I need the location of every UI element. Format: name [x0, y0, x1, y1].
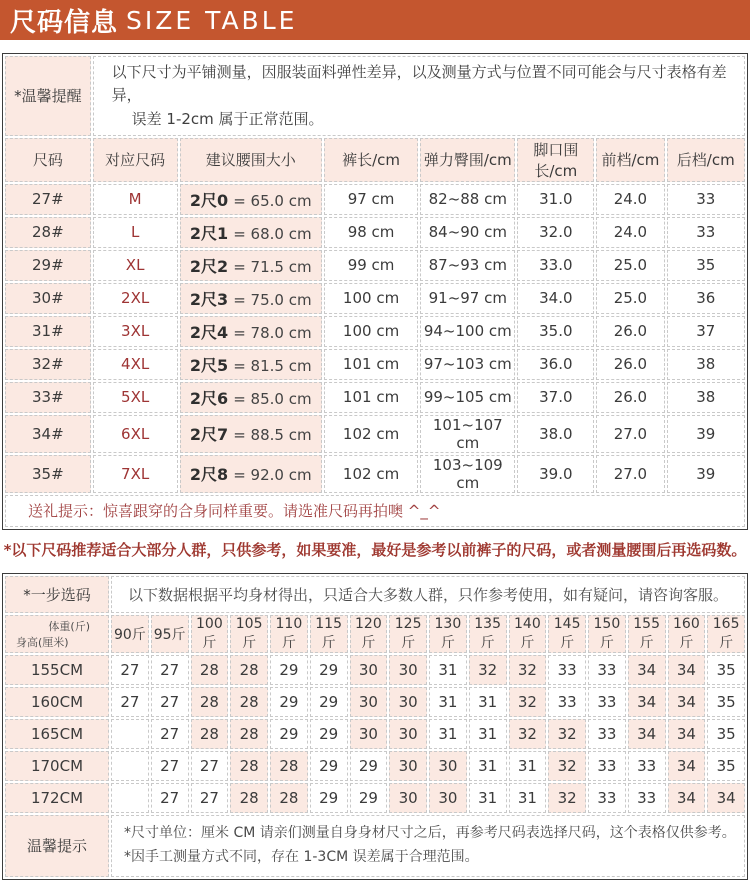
size-value-cell: 29: [270, 687, 308, 717]
waist-cell: 2尺8 = 92.0 cm: [180, 455, 322, 493]
table-row: [5, 283, 745, 314]
corresponding-size-cell: L: [93, 217, 178, 248]
size-value-cell: 31: [509, 783, 547, 813]
size-value-cell: 29: [310, 655, 348, 685]
reminder-row: [5, 56, 745, 136]
table-row: [5, 349, 745, 380]
size-value-cell: 34: [628, 655, 666, 685]
front-rise-cell: 27.0: [596, 415, 664, 453]
col-header-hip: 弹力臀围/cm: [420, 138, 515, 182]
corresponding-size-cell: 2XL: [93, 283, 178, 314]
height-cell: 155CM: [5, 655, 109, 685]
weight-header: 140斤: [509, 615, 547, 653]
pants-length-cell: 98 cm: [324, 217, 418, 248]
table-row: [5, 250, 745, 281]
size-value-cell: 30: [429, 751, 467, 781]
size-value-cell: 35: [707, 655, 745, 685]
col-header-waist: 建议腰围大小: [180, 138, 322, 182]
pants-length-cell: 99 cm: [324, 250, 418, 281]
weight-header: 130斤: [429, 615, 467, 653]
weight-header: 165斤: [707, 615, 745, 653]
size-value-cell: 31: [509, 751, 547, 781]
hip-cell: 91~97 cm: [420, 283, 515, 314]
front-rise-cell: 26.0: [596, 382, 664, 413]
corresponding-size-cell: 7XL: [93, 455, 178, 493]
pants-length-cell: 101 cm: [324, 382, 418, 413]
size-cell: 30#: [5, 283, 91, 314]
size-value-cell: 27: [151, 719, 189, 749]
size-value-cell: 33: [548, 655, 586, 685]
size-value-cell: 27: [151, 751, 189, 781]
table-row: [5, 415, 745, 453]
col-header-pants-length: 裤长/cm: [324, 138, 418, 182]
size-value-cell: [111, 783, 149, 813]
col-header-corresponding-size: 对应尺码: [93, 138, 178, 182]
header-row: [5, 138, 745, 182]
size-value-cell: 30: [389, 655, 427, 685]
size-value-cell: 34: [668, 783, 706, 813]
size-value-cell: 29: [350, 783, 388, 813]
weight-header-row: [5, 615, 745, 653]
size-value-cell: [111, 719, 149, 749]
front-rise-cell: 26.0: [596, 316, 664, 347]
tip-text: *尺寸单位：厘米 CM 请亲们测量自身身材尺寸之后，再参考尺码表选择尺码，这个表格仅供参考。 *因手工测量方式不同，存在 1-3CM 误差属于合理范围。: [111, 815, 745, 877]
size-value-cell: 34: [668, 751, 706, 781]
size-value-cell: 35: [707, 687, 745, 717]
height-weight-table: [2, 573, 748, 880]
waist-cell: 2尺6 = 85.0 cm: [180, 382, 322, 413]
weight-header: 115斤: [310, 615, 348, 653]
size-value-cell: 32: [548, 783, 586, 813]
col-header-front-rise: 前档/cm: [596, 138, 664, 182]
size-cell: 29#: [5, 250, 91, 281]
size-value-cell: 30: [350, 719, 388, 749]
cuff-cell: 38.0: [517, 415, 594, 453]
tip-row: [5, 815, 745, 877]
corresponding-size-cell: 3XL: [93, 316, 178, 347]
size-value-cell: 32: [509, 655, 547, 685]
hip-cell: 101~107 cm: [420, 415, 515, 453]
size-value-cell: 31: [429, 719, 467, 749]
size-value-cell: 28: [270, 751, 308, 781]
weight-header: 155斤: [628, 615, 666, 653]
size-value-cell: [111, 751, 149, 781]
size-value-cell: 29: [310, 751, 348, 781]
page-title-en: SIZE TABLE: [126, 5, 298, 35]
cuff-cell: 34.0: [517, 283, 594, 314]
size-value-cell: 32: [469, 655, 507, 685]
corresponding-size-cell: 6XL: [93, 415, 178, 453]
height-cell: 165CM: [5, 719, 109, 749]
size-value-cell: 31: [469, 719, 507, 749]
hip-cell: 97~103 cm: [420, 349, 515, 380]
weight-header: 100斤: [191, 615, 229, 653]
hip-cell: 82~88 cm: [420, 184, 515, 215]
size-value-cell: 33: [548, 687, 586, 717]
size-value-cell: 30: [389, 783, 427, 813]
size-value-cell: 33: [588, 687, 626, 717]
size-value-cell: 33: [628, 783, 666, 813]
size-value-cell: 34: [707, 783, 745, 813]
size-value-cell: 33: [588, 655, 626, 685]
size-value-cell: 30: [389, 687, 427, 717]
hip-cell: 99~105 cm: [420, 382, 515, 413]
col-header-back-rise: 后档/cm: [667, 138, 745, 182]
size-value-cell: 30: [350, 687, 388, 717]
picker-label: *一步选码: [5, 576, 109, 613]
size-value-cell: 29: [270, 719, 308, 749]
size-cell: 27#: [5, 184, 91, 215]
size-value-cell: 28: [230, 655, 268, 685]
weight-header: 105斤: [230, 615, 268, 653]
table-row: [5, 687, 745, 717]
pants-length-cell: 97 cm: [324, 184, 418, 215]
cuff-cell: 37.0: [517, 382, 594, 413]
size-value-cell: 28: [270, 783, 308, 813]
waist-cell: 2尺1 = 68.0 cm: [180, 217, 322, 248]
waist-cell: 2尺3 = 75.0 cm: [180, 283, 322, 314]
size-value-cell: 33: [588, 751, 626, 781]
size-value-cell: 29: [350, 751, 388, 781]
weight-header: 150斤: [588, 615, 626, 653]
weight-header: 120斤: [350, 615, 388, 653]
cuff-cell: 31.0: [517, 184, 594, 215]
pants-length-cell: 100 cm: [324, 283, 418, 314]
size-value-cell: 30: [429, 783, 467, 813]
cuff-cell: 39.0: [517, 455, 594, 493]
hip-cell: 94~100 cm: [420, 316, 515, 347]
size-value-cell: 29: [310, 719, 348, 749]
size-value-cell: 27: [191, 783, 229, 813]
corresponding-size-cell: 5XL: [93, 382, 178, 413]
pants-length-cell: 100 cm: [324, 316, 418, 347]
reminder-text: 以下尺寸为平铺测量，因服装面料弹性差异，以及测量方式与位置不同可能会与尺寸表格有差异， 误差 1-2cm 属于正常范围。: [93, 56, 745, 136]
weight-header: 160斤: [668, 615, 706, 653]
back-rise-cell: 37: [667, 316, 745, 347]
size-value-cell: 27: [191, 751, 229, 781]
corresponding-size-cell: M: [93, 184, 178, 215]
waist-cell: 2尺7 = 88.5 cm: [180, 415, 322, 453]
size-value-cell: 34: [628, 687, 666, 717]
size-value-cell: 27: [111, 655, 149, 685]
size-value-cell: 28: [230, 687, 268, 717]
size-value-cell: 28: [230, 751, 268, 781]
corner-height-label: 身高(厘米): [16, 635, 69, 649]
size-value-cell: 31: [469, 783, 507, 813]
table-row: [5, 455, 745, 493]
table-row: [5, 783, 745, 813]
page-title-zh: 尺码信息: [10, 7, 119, 38]
weight-header: 145斤: [548, 615, 586, 653]
front-rise-cell: 24.0: [596, 217, 664, 248]
back-rise-cell: 36: [667, 283, 745, 314]
size-value-cell: 28: [230, 783, 268, 813]
table-row: [5, 217, 745, 248]
gift-note-row: [5, 495, 745, 527]
waist-cell: 2尺5 = 81.5 cm: [180, 349, 322, 380]
size-value-cell: 35: [707, 719, 745, 749]
cuff-cell: 33.0: [517, 250, 594, 281]
weight-header: 135斤: [469, 615, 507, 653]
table-row: [5, 316, 745, 347]
col-header-cuff: 脚口围长/cm: [517, 138, 594, 182]
corresponding-size-cell: XL: [93, 250, 178, 281]
weight-header: 95斤: [151, 615, 189, 653]
front-rise-cell: 24.0: [596, 184, 664, 215]
size-value-cell: 30: [389, 719, 427, 749]
waist-cell: 2尺4 = 78.0 cm: [180, 316, 322, 347]
size-value-cell: 29: [310, 783, 348, 813]
size-value-cell: 32: [509, 719, 547, 749]
height-cell: 172CM: [5, 783, 109, 813]
size-value-cell: 30: [350, 655, 388, 685]
cuff-cell: 32.0: [517, 217, 594, 248]
size-value-cell: 29: [270, 655, 308, 685]
height-cell: 170CM: [5, 751, 109, 781]
size-value-cell: 31: [429, 655, 467, 685]
corner-header-cell: [5, 615, 109, 653]
size-value-cell: 28: [230, 719, 268, 749]
height-cell: 160CM: [5, 687, 109, 717]
size-value-cell: 28: [191, 687, 229, 717]
table-row: [5, 719, 745, 749]
front-rise-cell: 25.0: [596, 283, 664, 314]
weight-header: 90斤: [111, 615, 149, 653]
size-value-cell: 28: [191, 655, 229, 685]
table-row: [5, 184, 745, 215]
back-rise-cell: 33: [667, 184, 745, 215]
size-cell: 28#: [5, 217, 91, 248]
tip-label: 温馨提示: [5, 815, 109, 877]
reminder-label: *温馨提醒: [5, 56, 91, 136]
picker-note: 以下数据根据平均身材得出，只适合大多数人群，只作参考使用，如有疑问，请咨询客服。: [111, 576, 745, 613]
size-value-cell: 35: [707, 751, 745, 781]
size-value-cell: 30: [389, 751, 427, 781]
size-value-cell: 31: [429, 687, 467, 717]
size-chart-table: [2, 53, 748, 530]
size-value-cell: 31: [469, 751, 507, 781]
back-rise-cell: 39: [667, 455, 745, 493]
cuff-cell: 35.0: [517, 316, 594, 347]
pants-length-cell: 101 cm: [324, 349, 418, 380]
size-value-cell: 29: [310, 687, 348, 717]
size-value-cell: 33: [628, 751, 666, 781]
hip-cell: 103~109 cm: [420, 455, 515, 493]
gift-note: 送礼提示：惊喜跟穿的合身同样重要。请选准尺码再拍噢 ^_^: [5, 495, 745, 527]
back-rise-cell: 38: [667, 382, 745, 413]
front-rise-cell: 27.0: [596, 455, 664, 493]
size-value-cell: 34: [668, 655, 706, 685]
back-rise-cell: 35: [667, 250, 745, 281]
size-value-cell: 27: [151, 687, 189, 717]
pants-length-cell: 102 cm: [324, 455, 418, 493]
corner-weight-label: 体重(斤): [48, 619, 90, 633]
size-value-cell: 33: [588, 719, 626, 749]
pants-length-cell: 102 cm: [324, 415, 418, 453]
back-rise-cell: 39: [667, 415, 745, 453]
size-value-cell: 27: [151, 655, 189, 685]
size-value-cell: 34: [668, 687, 706, 717]
size-value-cell: 32: [509, 687, 547, 717]
cuff-cell: 36.0: [517, 349, 594, 380]
size-value-cell: 34: [668, 719, 706, 749]
table-row: [5, 751, 745, 781]
corresponding-size-cell: 4XL: [93, 349, 178, 380]
hip-cell: 87~93 cm: [420, 250, 515, 281]
size-cell: 31#: [5, 316, 91, 347]
col-header-size: 尺码: [5, 138, 91, 182]
waist-cell: 2尺0 = 65.0 cm: [180, 184, 322, 215]
size-value-cell: 32: [548, 719, 586, 749]
size-value-cell: 32: [548, 751, 586, 781]
size-cell: 32#: [5, 349, 91, 380]
size-value-cell: 27: [151, 783, 189, 813]
size-table-banner: [0, 0, 750, 40]
hip-cell: 84~90 cm: [420, 217, 515, 248]
weight-header: 125斤: [389, 615, 427, 653]
front-rise-cell: 25.0: [596, 250, 664, 281]
size-value-cell: 28: [191, 719, 229, 749]
size-cell: 34#: [5, 415, 91, 453]
back-rise-cell: 33: [667, 217, 745, 248]
back-rise-cell: 38: [667, 349, 745, 380]
table-row: [5, 382, 745, 413]
size-value-cell: 34: [628, 719, 666, 749]
waist-cell: 2尺2 = 71.5 cm: [180, 250, 322, 281]
table-row: [5, 655, 745, 685]
weight-header: 110斤: [270, 615, 308, 653]
size-cell: 35#: [5, 455, 91, 493]
size-value-cell: 33: [588, 783, 626, 813]
picker-note-row: [5, 576, 745, 613]
size-value-cell: 31: [469, 687, 507, 717]
front-rise-cell: 26.0: [596, 349, 664, 380]
recommendation-note: *以下尺码推荐适合大部分人群，只供参考，如果要准，最好是参考以前裤子的尺码，或者测量腰围后再选码数。: [3, 540, 747, 559]
size-value-cell: 27: [111, 687, 149, 717]
size-cell: 33#: [5, 382, 91, 413]
